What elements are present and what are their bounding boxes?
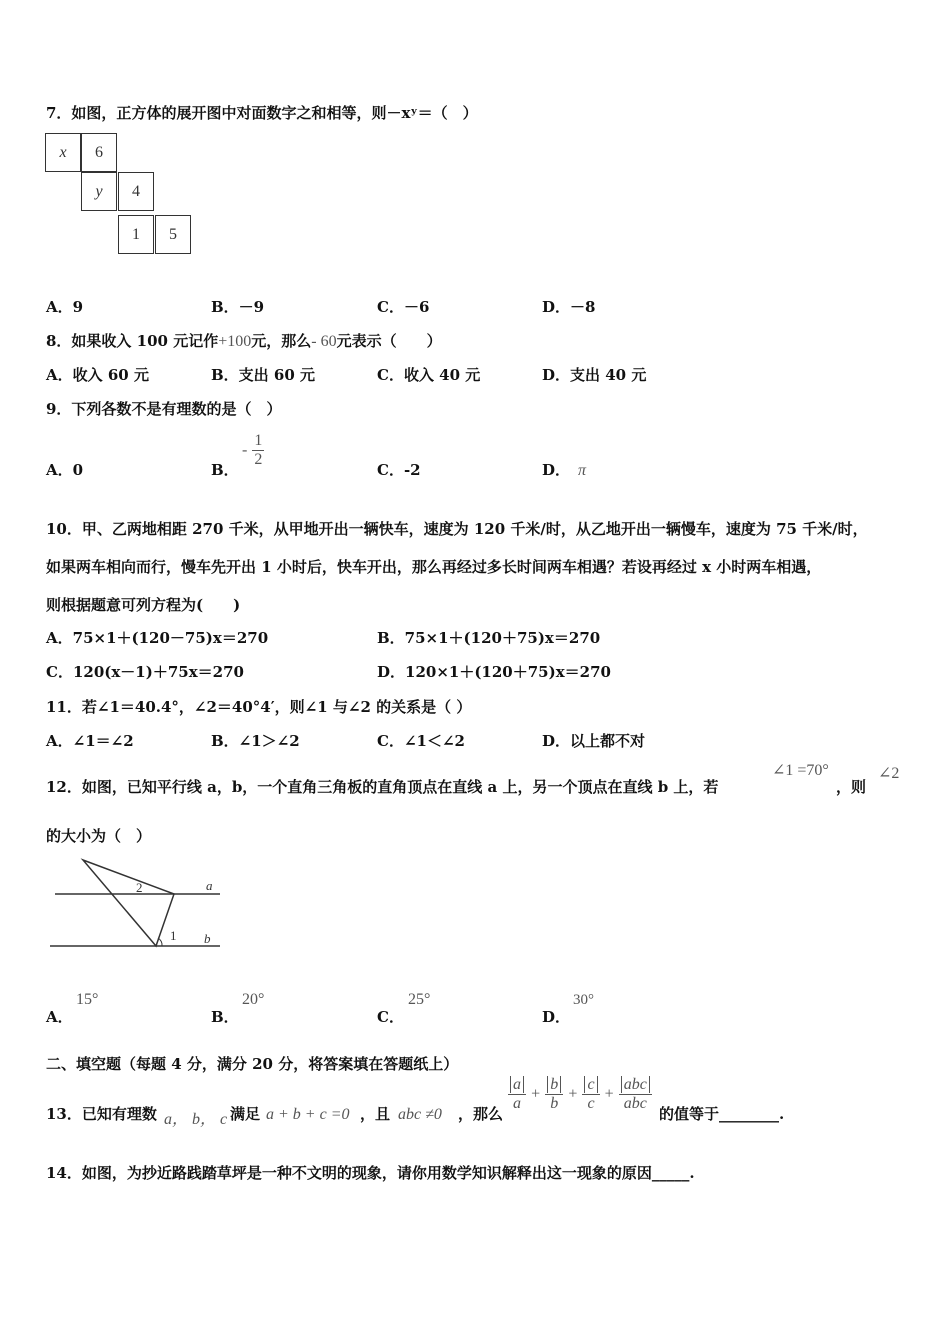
abs-b: b	[547, 1076, 561, 1093]
q9-option-a: A．0	[46, 461, 84, 479]
q13-cond2: abc ≠0	[398, 1106, 442, 1123]
option-label: D．	[542, 461, 571, 479]
q10-line-3: 则根据题意可列方程为( )	[46, 596, 241, 614]
q12-option-d: D．	[542, 1008, 571, 1026]
q11-option-a: A．∠1＝∠2	[46, 732, 134, 750]
q9-stem: 9．下列各数不是有理数的是（ ）	[46, 400, 282, 418]
q12-option-b-value: 20°	[242, 991, 265, 1008]
plus-sign: +	[531, 1085, 541, 1103]
den-a: a	[513, 1095, 521, 1112]
q8-stem-part: 8．如果收入 100 元记作	[46, 332, 219, 350]
q11-stem: 11．若∠1＝40.4°，∠2＝40°4′，则∠1 与∠2 的关系是（ ）	[46, 698, 472, 716]
label-b: b	[204, 931, 211, 946]
q10-line-2: 如果两车相向而行，慢车先开出 1 小时后，快车开出，那么再经过多长时间两车相遇？若设再经过 x 小时两车相遇，	[46, 558, 822, 576]
q12-angle1-math: ∠1 =70°	[772, 762, 829, 779]
q13-expression	[508, 1076, 652, 1113]
q9-option-b: B．	[211, 461, 239, 479]
q7-option-a: A．9	[46, 298, 84, 316]
abs-a: a	[510, 1076, 524, 1093]
pi-symbol: π	[578, 462, 587, 479]
section-2-heading: 二、填空题（每题 4 分，满分 20 分，将答案填在答题纸上）	[46, 1055, 459, 1073]
q7-option-d: D．－8	[542, 298, 596, 316]
q12-stem-part: 12．如图，已知平行线 a，b，一个直角三角板的直角顶点在直线 a 上，另一个顶点在直线 b 上，若	[46, 778, 719, 796]
q8-math: - 60	[311, 333, 337, 350]
q7-stem: 7．如图，正方体的展开图中对面数字之和相等，则－xʸ＝（ ）	[46, 104, 478, 122]
q12-stem-tail: 的大小为（ ）	[46, 827, 152, 845]
q13-stem-e: 的值等于________.	[659, 1105, 785, 1123]
net-cell: 1	[118, 215, 154, 254]
denominator: 2	[254, 451, 263, 468]
q12-stem-part: ，则	[836, 778, 867, 796]
den-abc: abc	[623, 1095, 647, 1112]
abs-c: c	[584, 1076, 597, 1093]
q11-option-c: C．∠1＜∠2	[377, 732, 465, 750]
q7-option-c: C．－6	[377, 298, 430, 316]
q8-option-c: C．收入 40 元	[377, 366, 481, 384]
net-cell: 4	[118, 172, 154, 211]
label-2: 2	[136, 880, 143, 895]
label-a: a	[206, 878, 213, 893]
plus-sign: +	[604, 1085, 614, 1103]
q12-option-b: B．	[211, 1008, 239, 1026]
triangle-ruler	[83, 860, 174, 946]
net-cell: 6	[81, 133, 117, 172]
q10-line-1: 10．甲、乙两地相距 270 千米，从甲地开出一辆快车，速度为 120 千米/时，从乙地开出一辆慢车，速度为 75 千米/时，	[46, 520, 868, 538]
fraction	[252, 432, 264, 469]
q10-option-a: A．75×1＋(120－75)x＝270	[46, 629, 269, 647]
q7-option-b: B．－9	[211, 298, 265, 316]
q12-option-d-value: 30°	[573, 992, 594, 1008]
q12-stem	[46, 776, 718, 797]
q13-stem-d: ，那么	[458, 1105, 504, 1123]
q11-option-d: D．以上都不对	[542, 732, 646, 750]
q13-stem-c: ，且	[360, 1105, 391, 1123]
q8-stem-part: 元，那么	[251, 332, 312, 350]
net-cell: x	[45, 133, 81, 172]
q12-option-a: A．	[46, 1008, 73, 1026]
plus-sign: +	[568, 1085, 578, 1103]
fraction-a	[508, 1076, 526, 1113]
q13-cond1: a + b + c =0	[266, 1106, 350, 1123]
q14-stem: 14．如图，为抄近路践踏草坪是一种不文明的现象，请你用数学知识解释出这一现象的原因_____.	[46, 1164, 695, 1182]
q9-option-b-fraction	[242, 432, 264, 469]
minus-sign: -	[242, 441, 248, 459]
q9-option-c: C．-2	[377, 461, 421, 479]
fraction-c	[582, 1076, 599, 1113]
net-cell: 5	[155, 215, 191, 254]
abs-abc: abc	[621, 1076, 650, 1093]
q11-option-b: B．∠1＞∠2	[211, 732, 300, 750]
q8-option-d: D．支出 40 元	[542, 366, 647, 384]
q12-angle2-math: ∠2	[878, 765, 900, 782]
q8-stem	[46, 330, 442, 351]
q8-option-a: A．收入 60 元	[46, 366, 149, 384]
q12-option-c-value: 25°	[408, 991, 431, 1008]
q13-vars: a， b， c	[164, 1111, 228, 1128]
q13-stem-a: 13．已知有理数	[46, 1105, 157, 1123]
fraction-b	[545, 1076, 563, 1113]
fraction-abc	[619, 1076, 652, 1113]
q10-option-d: D．120×1＋(120＋75)x＝270	[377, 663, 611, 681]
q8-math: +100	[218, 333, 252, 350]
den-c: c	[587, 1095, 595, 1112]
den-b: b	[550, 1095, 559, 1112]
q12-option-c: C．	[377, 1008, 404, 1026]
parallel-lines-figure	[40, 850, 240, 960]
label-1: 1	[170, 928, 177, 943]
numerator: 1	[254, 432, 263, 449]
q12-option-a-value: 15°	[76, 991, 99, 1008]
net-cell: y	[81, 172, 117, 211]
q8-stem-part: 元表示（ ）	[336, 332, 442, 350]
q13-stem-b: 满足	[230, 1105, 261, 1123]
q10-option-c: C．120(x－1)＋75x＝270	[46, 663, 244, 681]
q9-option-d	[542, 459, 586, 480]
q10-option-b: B．75×1＋(120＋75)x＝270	[377, 629, 601, 647]
q8-option-b: B．支出 60 元	[211, 366, 315, 384]
